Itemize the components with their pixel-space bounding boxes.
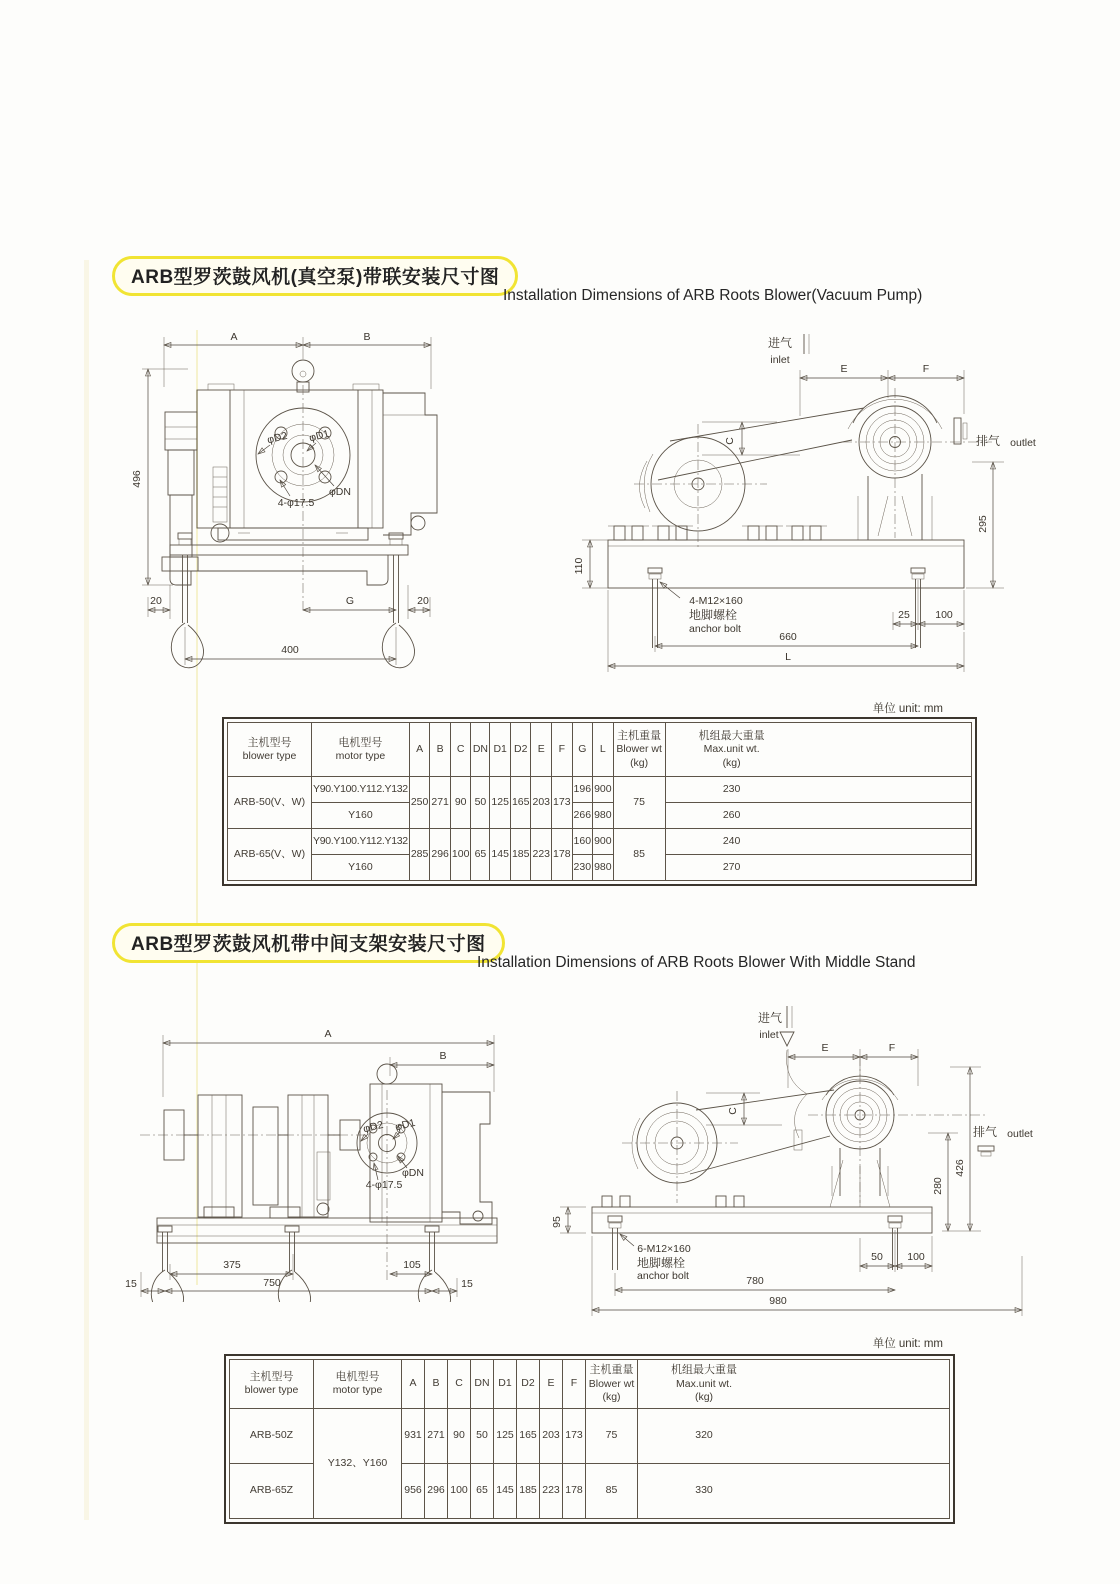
table-cell: 85 [613, 829, 665, 881]
outlet-label-cn: 排气 [975, 434, 1001, 448]
dim-label-d1: φD1 [394, 1116, 417, 1134]
table-row [228, 855, 972, 881]
table-cell: ARB-50(V、W) [228, 777, 312, 829]
dim-label-95: 95 [551, 1216, 563, 1228]
table-row [230, 1409, 950, 1464]
table-cell: Y90.Y100.Y112.Y132 [312, 829, 410, 855]
section2-title-cn: ARB型罗茨鼓风机带中间支架安装尺寸图 [131, 934, 486, 955]
section1-title-highlight [112, 256, 518, 296]
dim-label-660: 660 [779, 631, 797, 643]
dim-label-980: 980 [769, 1295, 787, 1307]
dim-label-e: E [840, 363, 848, 375]
dim-label-15-right: 15 [461, 1278, 473, 1290]
dim-label-496: 496 [131, 470, 143, 488]
unit-note-2: 单位 unit: mm [872, 1338, 943, 1350]
table-cell: 65 [471, 829, 490, 881]
table-cell: 203 [531, 777, 552, 829]
dim-label-dn: φDN [329, 486, 351, 498]
inlet-label-cn: 进气 [767, 336, 793, 350]
inlet-label-en: inlet [770, 354, 790, 366]
column-header-blower-weight: 主机重量 Blower wt (kg) [613, 723, 665, 777]
blower-pulley-outline [786, 1050, 988, 1203]
dim-label-105: 105 [403, 1259, 421, 1271]
table-cell: 50 [471, 777, 490, 829]
table-cell: 173 [563, 1409, 586, 1464]
dim-label-c: C [727, 1107, 739, 1115]
table-cell: 90 [448, 1409, 471, 1464]
dim-label-400: 400 [281, 644, 299, 656]
column-header-blower-type: 主机型号 blower type [230, 1360, 314, 1409]
table-cell: 165 [510, 777, 531, 829]
table-cell: 223 [540, 1464, 563, 1519]
dim-label-295: 295 [977, 515, 989, 533]
anchor-bolt-en: anchor bolt [637, 1270, 689, 1282]
anchor-bolt-spec: 4-M12×160 [689, 595, 743, 607]
anchor-bolt-spec: 6-M12×160 [637, 1243, 691, 1255]
inlet-label-cn: 进气 [757, 1011, 783, 1025]
table-cell: 145 [494, 1464, 517, 1519]
dim-label-280: 280 [932, 1177, 944, 1195]
dimension-table-middle-stand [229, 1359, 950, 1519]
dim-label-dn: φDN [402, 1167, 424, 1179]
page-edge-tint [84, 260, 89, 1520]
dim-label-780: 780 [746, 1275, 764, 1287]
column-header: F [563, 1360, 586, 1409]
table-cell: 900 [593, 829, 614, 855]
table-cell: Y90.Y100.Y112.Y132 [312, 777, 410, 803]
table-cell: 173 [552, 777, 573, 829]
table-cell: 185 [510, 829, 531, 881]
dim-label-375: 375 [223, 1259, 241, 1271]
dim-label-a: A [324, 1028, 332, 1040]
column-header-motor-type: 电机型号 motor type [314, 1360, 402, 1409]
table-cell: 240 [665, 829, 971, 855]
dim-label-20-right: 20 [417, 595, 429, 607]
table-cell: 271 [425, 1409, 448, 1464]
anchor-bolt-cn: 地脚螺栓 [636, 1256, 686, 1270]
belt-lines [658, 408, 864, 480]
bottom-dimensions [148, 585, 430, 665]
table-cell: 296 [430, 829, 451, 881]
section2-title-highlight [112, 923, 505, 963]
table-cell: 145 [490, 829, 511, 881]
table-cell: 125 [494, 1409, 517, 1464]
column-header: E [531, 723, 552, 777]
inlet-labels [758, 1006, 794, 1046]
dim-label-b: B [363, 331, 371, 343]
column-header: DN [471, 723, 490, 777]
dim-label-50: 50 [871, 1251, 883, 1263]
table-cell: 296 [425, 1464, 448, 1519]
dim-label-110: 110 [573, 557, 585, 575]
outlet-label-cn: 排气 [972, 1125, 998, 1139]
top-dimensions [163, 1028, 494, 1097]
dim-label-b: B [439, 1050, 447, 1062]
anchor-bolt-en: anchor bolt [689, 623, 741, 635]
table-cell: 75 [613, 777, 665, 829]
side-view-drawing-middle-stand [538, 998, 1043, 1333]
belt-lines [690, 1090, 834, 1174]
table-cell: 65 [471, 1464, 494, 1519]
outlet-label-en: outlet [1007, 1128, 1033, 1140]
column-header-blower-weight: 主机重量 Blower wt (kg) [586, 1360, 638, 1409]
column-header: G [572, 723, 593, 777]
section1-title-cn: ARB型罗茨鼓风机(真空泵)带联安装尺寸图 [131, 267, 500, 288]
dim-label-bolt-holes: 4-φ17.5 [365, 1179, 403, 1191]
anchor-bolt-cn: 地脚螺栓 [688, 608, 738, 622]
dim-label-15-left: 15 [125, 1278, 137, 1290]
inlet-label-en: inlet [759, 1029, 779, 1041]
dim-label-20-left: 20 [150, 595, 162, 607]
table-cell: 980 [593, 855, 614, 881]
outlet-labels [976, 433, 1036, 449]
left-dimension-95 [551, 1207, 586, 1233]
table-cell: ARB-50Z [230, 1409, 314, 1464]
table-cell: 185 [517, 1464, 540, 1519]
column-header: L [593, 723, 614, 777]
dim-label-d2: φD2 [266, 429, 289, 447]
column-header: D2 [510, 723, 531, 777]
table-cell: 100 [450, 829, 471, 881]
top-dimensions [131, 331, 431, 585]
dim-label-l: L [785, 651, 791, 663]
column-header-blower-type: 主机型号 blower type [228, 723, 312, 777]
base-outline [608, 526, 964, 648]
front-view-drawing-vacuum-pump [118, 327, 483, 677]
table-cell: 196 [572, 777, 593, 803]
section1-title-en: Installation Dimensions of ARB Roots Blower(Vacuum Pump) [503, 287, 923, 304]
column-header-max-unit-weight: 机组最大重量 Max.unit wt. (kg) [638, 1360, 950, 1409]
table-cell: Y132、Y160 [314, 1409, 402, 1519]
dimension-table-vacuum-pump [227, 722, 972, 881]
dim-label-d2: φD2 [362, 1118, 385, 1136]
column-header: D2 [517, 1360, 540, 1409]
table-cell: Y160 [312, 855, 410, 881]
dim-label-d1: φD1 [308, 427, 331, 445]
table-cell: 160 [572, 829, 593, 855]
right-dimensions [928, 1067, 981, 1231]
anchor-bolt-labels [660, 582, 743, 635]
table-header-row [228, 723, 972, 777]
table-cell: 956 [402, 1464, 425, 1519]
side-view-drawing-vacuum-pump [552, 328, 1044, 680]
dim-label-750: 750 [263, 1277, 281, 1289]
outlet-labels [973, 1124, 1033, 1156]
table-cell: 931 [402, 1409, 425, 1464]
column-header: C [448, 1360, 471, 1409]
table-cell: Y160 [312, 803, 410, 829]
dim-label-f: F [922, 363, 930, 375]
column-header: C [450, 723, 471, 777]
bottom-dimensions [608, 580, 964, 672]
table-cell: 900 [593, 777, 614, 803]
table-cell: 178 [563, 1464, 586, 1519]
table-cell: 75 [586, 1409, 638, 1464]
table-row [228, 777, 972, 803]
table-cell: 266 [572, 803, 593, 829]
anchor-bolt-labels [620, 1234, 691, 1282]
drive-train-outline [140, 1095, 368, 1217]
table-cell: ARB-65Z [230, 1464, 314, 1519]
table-cell: 260 [665, 803, 971, 829]
column-header: D1 [490, 723, 511, 777]
table-cell: 320 [638, 1409, 950, 1464]
section2-title-en: Installation Dimensions of ARB Roots Blower With Middle Stand [477, 954, 916, 971]
unit-note-1: 单位 unit: mm [872, 703, 943, 715]
dim-label-c: C [724, 437, 736, 445]
table-cell: 203 [540, 1409, 563, 1464]
dim-label-g: G [345, 595, 355, 607]
flange-labels [258, 428, 351, 509]
dim-label-100: 100 [907, 1251, 925, 1263]
left-dimension-110 [573, 540, 612, 588]
top-dimensions [788, 1042, 918, 1088]
column-header: E [540, 1360, 563, 1409]
column-header: A [409, 723, 430, 777]
column-header: B [425, 1360, 448, 1409]
motor-outline [634, 424, 767, 550]
table-cell: 90 [450, 777, 471, 829]
dim-label-f: F [888, 1042, 896, 1054]
dim-label-e: E [821, 1042, 829, 1054]
table-cell: 100 [448, 1464, 471, 1519]
table-cell: ARB-65(V、W) [228, 829, 312, 881]
dim-label-426: 426 [954, 1159, 966, 1177]
table-cell: 230 [665, 777, 971, 803]
table-header-row [230, 1360, 950, 1409]
front-view-drawing-middle-stand [112, 1002, 527, 1302]
blower-pulley-outline [842, 388, 992, 540]
table-cell: 270 [665, 855, 971, 881]
blower-outline [162, 360, 437, 610]
base-and-anchor-bolts [151, 1207, 497, 1302]
table-cell: 330 [638, 1464, 950, 1519]
table-cell: 250 [409, 777, 430, 829]
table-cell: 125 [490, 777, 511, 829]
table-row [228, 803, 972, 829]
table-cell: 223 [531, 829, 552, 881]
column-header: D1 [494, 1360, 517, 1409]
table-cell: 271 [430, 777, 451, 829]
outlet-label-en: outlet [1010, 437, 1036, 449]
dim-label-bolt-holes: 4-φ17.5 [277, 497, 315, 509]
motor-outline [622, 1091, 738, 1203]
column-header: A [402, 1360, 425, 1409]
right-dimension-295 [966, 462, 1004, 588]
dim-label-100: 100 [935, 609, 953, 621]
table-cell: 178 [552, 829, 573, 881]
table-cell: 165 [517, 1409, 540, 1464]
table-cell: 230 [572, 855, 593, 881]
dim-label-a: A [230, 331, 238, 343]
table-cell: 50 [471, 1409, 494, 1464]
table-row [228, 829, 972, 855]
column-header-motor-type: 电机型号 motor type [312, 723, 410, 777]
table-cell: 85 [586, 1464, 638, 1519]
dim-label-25: 25 [898, 609, 910, 621]
column-header: F [552, 723, 573, 777]
inlet-labels [768, 334, 809, 366]
c-dimension [706, 1093, 782, 1125]
table-cell: 285 [409, 829, 430, 881]
column-header: B [430, 723, 451, 777]
column-header-max-unit-weight: 机组最大重量 Max.unit wt. (kg) [665, 723, 971, 777]
table-cell: 980 [593, 803, 614, 829]
column-header: DN [471, 1360, 494, 1409]
